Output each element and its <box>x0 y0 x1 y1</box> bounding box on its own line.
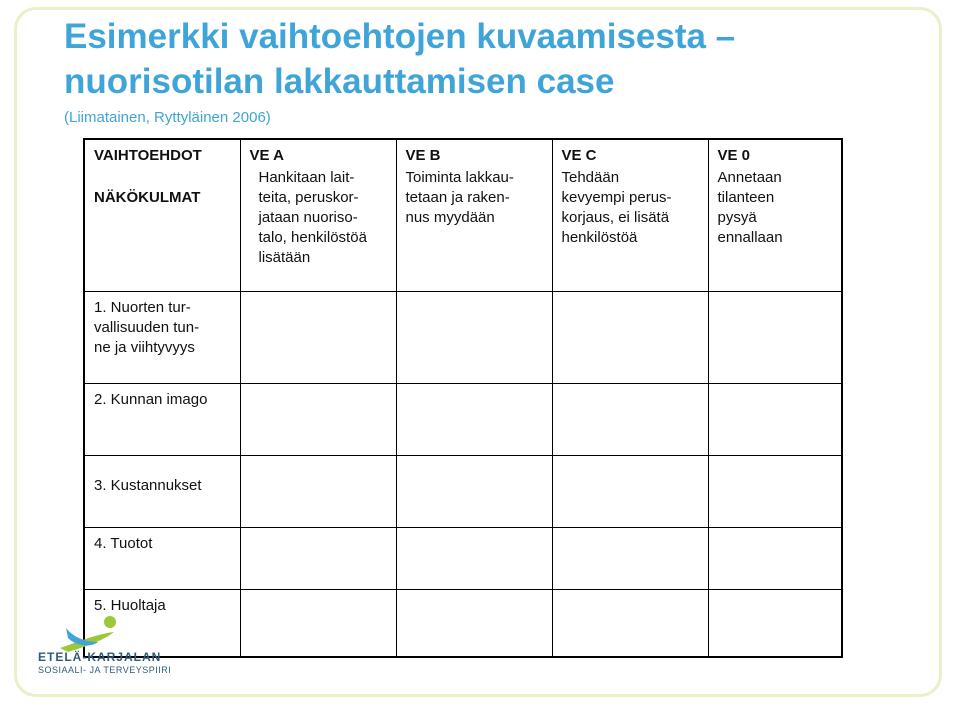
table-row <box>84 291 842 383</box>
table-cell <box>708 527 842 589</box>
row-label: 4. Tuotot <box>94 534 153 552</box>
table-cell <box>396 455 552 527</box>
table-cell <box>708 383 842 455</box>
row-label-cell <box>84 383 240 455</box>
corner-label-perspectives: NÄKÖKULMAT <box>94 189 201 206</box>
option-header-ve-b <box>396 139 552 291</box>
row-label-cell <box>84 527 240 589</box>
table-cell <box>396 383 552 455</box>
table-cell <box>708 455 842 527</box>
option-description: Hankitaan lait- teita, peruskor- jataan nuoriso- talo, henkilöstöä lisätään <box>258 169 367 266</box>
table-row <box>84 455 842 527</box>
option-header-ve-a <box>240 139 396 291</box>
row-label-cell <box>84 455 240 527</box>
options-table <box>83 138 843 658</box>
row-label: 1. Nuorten tur- vallisuuden tun- ne ja viihtyvyys <box>94 298 200 356</box>
option-label: VE B <box>405 147 441 164</box>
option-description: Tehdään kevyempi perus- korjaus, ei lisätä henkilöstöä <box>561 169 672 246</box>
logo-text-organization: SOSIAALI- JA TERVEYSPIIRI <box>38 665 172 675</box>
page-title <box>64 14 735 104</box>
corner-label-options: VAIHTOEHDOT <box>94 147 202 164</box>
logo-text-region: ETELÄ-KARJALAN <box>38 650 162 664</box>
table-cell <box>240 589 396 657</box>
row-label: 2. Kunnan imago <box>94 390 208 408</box>
row-label: 3. Kustannukset <box>94 476 202 494</box>
option-header-ve-c <box>552 139 708 291</box>
corner-cell <box>84 139 240 291</box>
title-line-1: Esimerkki vaihtoehtojen kuvaamisesta – <box>64 17 736 56</box>
table-cell <box>240 291 396 383</box>
option-description: Annetaan tilanteen pysyä ennallaan <box>717 169 783 246</box>
table-row <box>84 383 842 455</box>
option-label: VE 0 <box>717 147 751 164</box>
table-cell <box>240 455 396 527</box>
table-cell <box>552 589 708 657</box>
table-cell <box>552 291 708 383</box>
title-line-2: nuorisotilan lakkauttamisen case <box>64 62 615 101</box>
table-cell <box>240 383 396 455</box>
option-label: VE A <box>249 147 284 164</box>
option-label: VE C <box>561 147 597 164</box>
table-cell <box>708 589 842 657</box>
table-header-row <box>84 139 842 291</box>
table-cell <box>240 527 396 589</box>
table-cell <box>708 291 842 383</box>
table-row <box>84 527 842 589</box>
row-label: 5. Huoltaja <box>94 596 166 614</box>
table-cell <box>396 589 552 657</box>
option-header-ve-0 <box>708 139 842 291</box>
table-cell <box>552 527 708 589</box>
table-cell <box>552 383 708 455</box>
row-label-cell <box>84 291 240 383</box>
table-cell <box>396 527 552 589</box>
table-cell <box>396 291 552 383</box>
subtitle-citation: (Liimatainen, Ryttyläinen 2006) <box>64 109 271 126</box>
option-description: Toiminta lakkau- tetaan ja raken- nus myydään <box>405 169 514 226</box>
table-row <box>84 589 842 657</box>
table-cell <box>552 455 708 527</box>
